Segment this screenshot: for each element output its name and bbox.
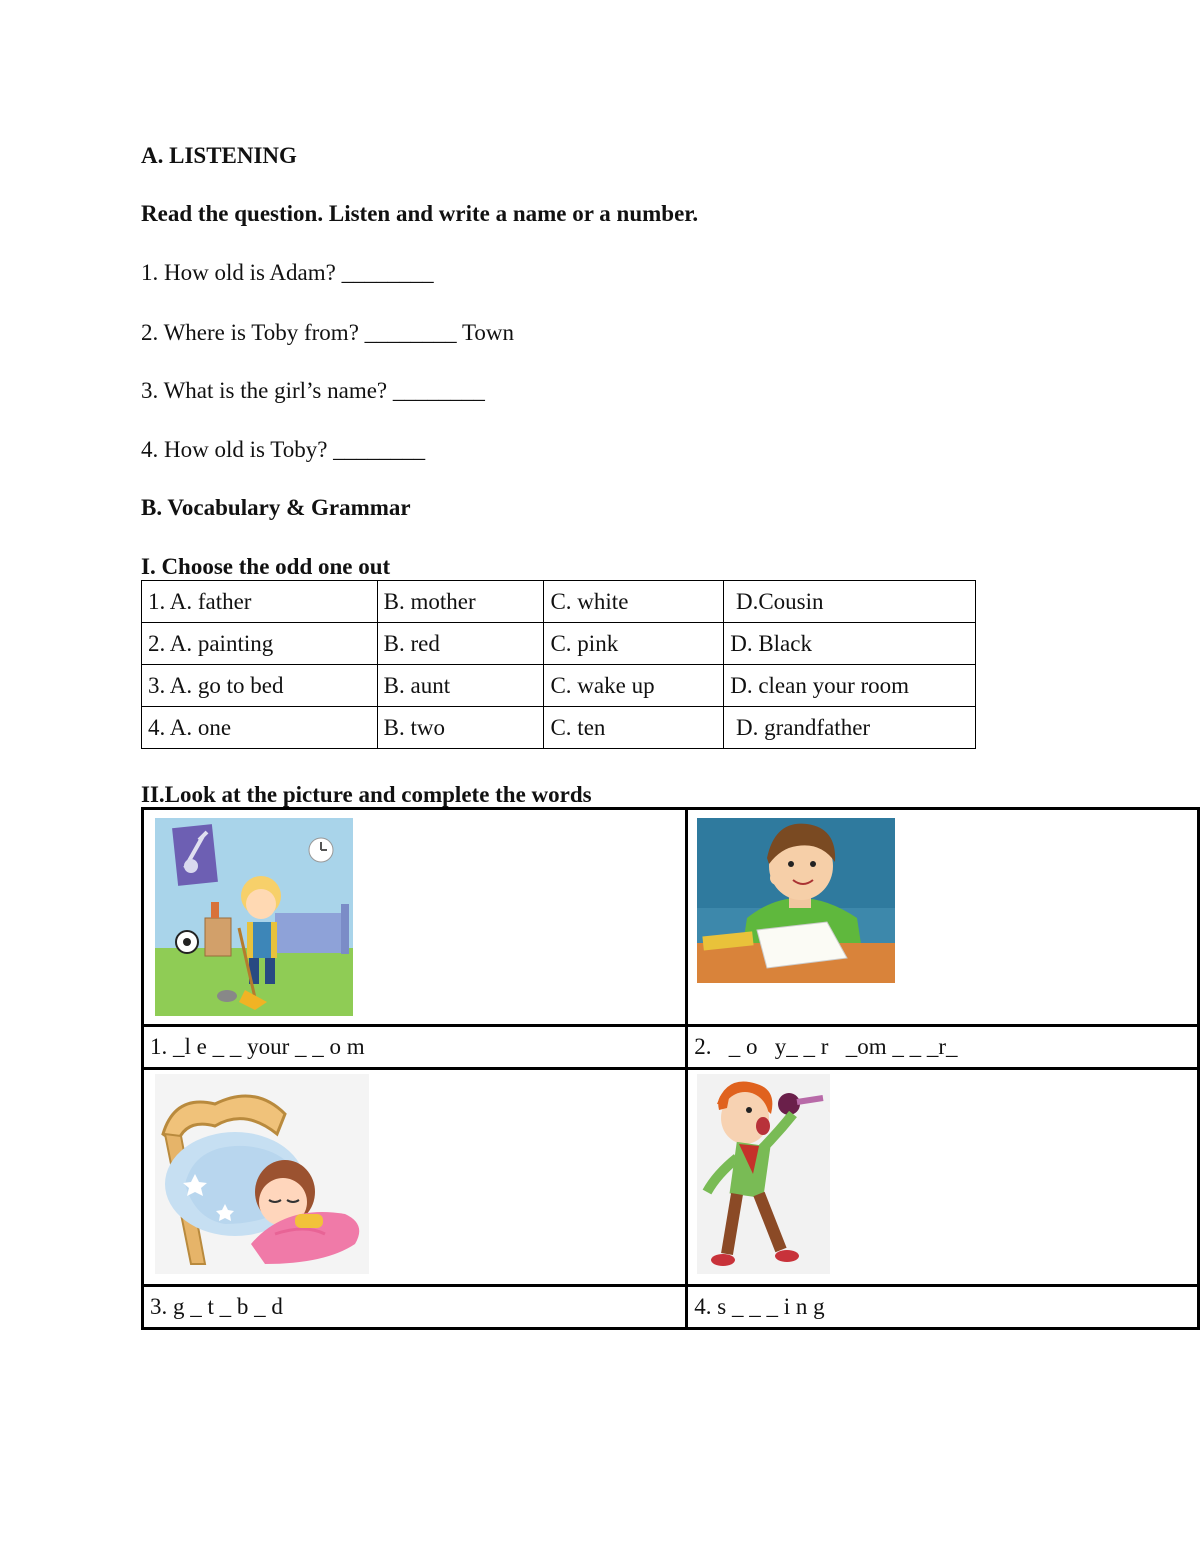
table-cell: D.Cousin [724,581,976,623]
table-cell: 3. A. go to bed [142,665,378,707]
table-cell: C. wake up [544,665,724,707]
table-row [143,1286,1199,1329]
picture-cell-4 [687,1069,1199,1286]
table-cell: B. two [377,707,544,749]
listening-question-3: 3. What is the girl’s name? ________ [141,378,485,403]
boy-singing-picture [697,1074,830,1274]
picture-label-3: 3. g _ t _ b _ d [143,1286,687,1329]
table-cell: D. grandfather [724,707,976,749]
table-row [143,1026,1199,1069]
section-b-heading: B. Vocabulary & Grammar [141,495,411,520]
boy-doing-homework-picture [697,818,895,983]
table-cell: D. clean your room [724,665,976,707]
table-row [143,809,1199,1026]
table-cell: C. pink [544,623,724,665]
table-row [142,581,976,623]
table-cell: B. aunt [377,665,544,707]
picture-cell-3 [143,1069,687,1286]
listening-instruction: Read the question. Listen and write a name or a number. [141,201,699,226]
picture-label-4: 4. s _ _ _ i n g [687,1286,1199,1329]
table-row [142,623,976,665]
picture-words-table [141,807,1200,1330]
listening-question-2: 2. Where is Toby from? ________ Town [141,320,515,345]
table-cell: C. white [544,581,724,623]
picture-label-1: 1. _l e _ _ your _ _ o m [143,1026,687,1069]
odd-one-out-table [141,580,976,749]
girl-sleeping-picture [155,1074,369,1274]
odd-one-out-heading: I. Choose the odd one out [141,554,391,579]
table-cell: C. ten [544,707,724,749]
boy-cleaning-room-picture [155,818,353,1016]
listening-question-4: 4. How old is Toby? ________ [141,437,426,462]
table-cell: D. Black [724,623,976,665]
table-cell: 4. A. one [142,707,378,749]
table-cell: 2. A. painting [142,623,378,665]
table-row [143,1069,1199,1286]
picture-words-heading: II.Look at the picture and complete the words [141,782,592,807]
table-row [142,707,976,749]
picture-cell-2 [687,809,1199,1026]
table-cell: B. red [377,623,544,665]
picture-label-2: 2. _ o y_ _ r _om _ _ _r_ [687,1026,1199,1069]
table-row [142,665,976,707]
table-cell: B. mother [377,581,544,623]
listening-question-1: 1. How old is Adam? ________ [141,260,434,285]
section-a-heading: A. LISTENING [141,143,297,168]
table-cell: 1. A. father [142,581,378,623]
picture-cell-1 [143,809,687,1026]
